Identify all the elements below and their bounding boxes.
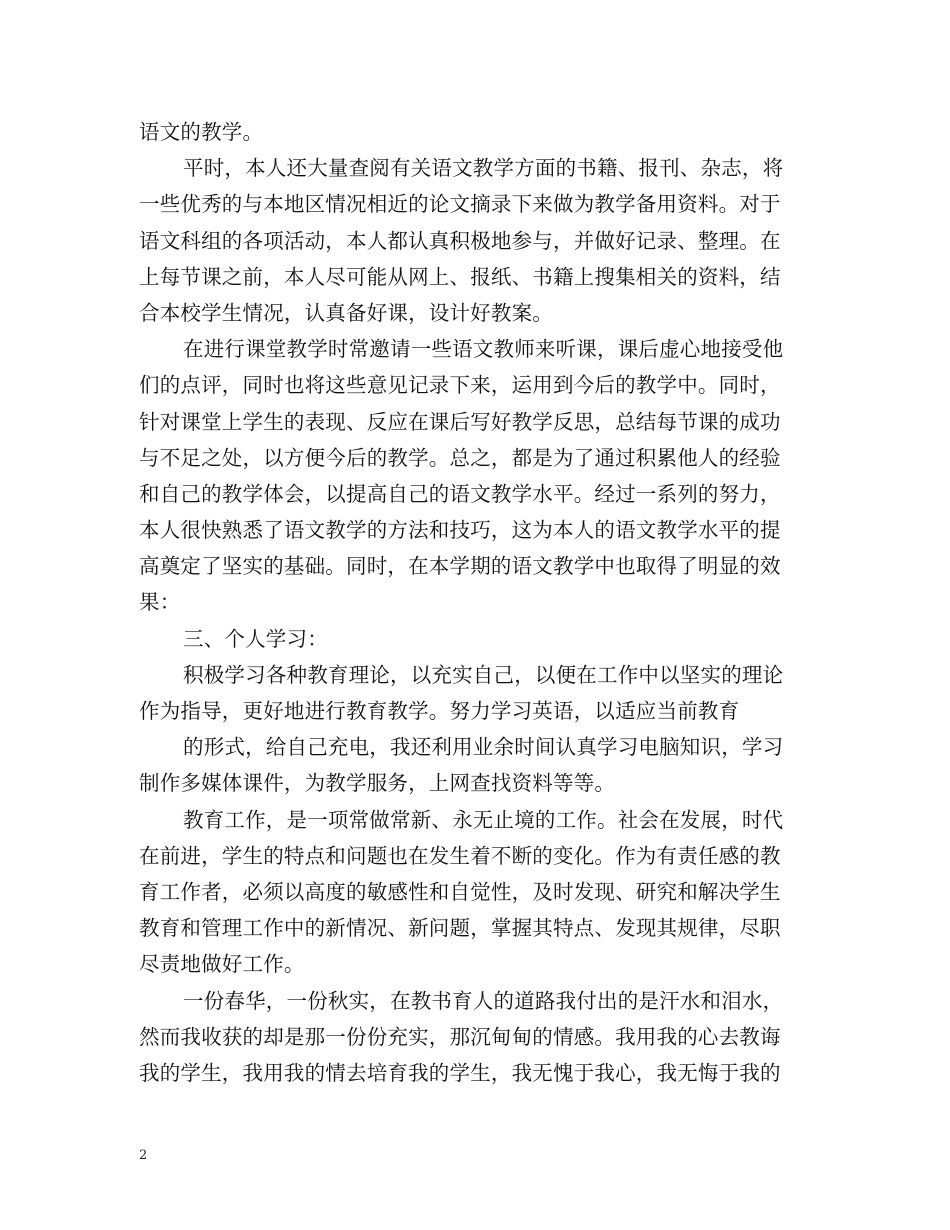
text-line: 和自己的教学体会，以提高自己的语文教学水平。经过一系列的努力， — [139, 481, 781, 506]
text-line: 们的点评，同时也将这些意见记录下来，运用到今后的教学中。同时， — [139, 373, 781, 398]
text-line: 与不足之处，以方便今后的教学。总之，都是为了通过积累他人的经验 — [139, 445, 781, 470]
text-line: 本人很快熟悉了语文教学的方法和技巧，这为本人的语文教学水平的提 — [139, 518, 781, 543]
text-line: 然而我收获的却是那一份份充实，那沉甸甸的情感。我用我的心去教诲 — [139, 1024, 781, 1049]
text-line: 尽责地做好工作。 — [139, 952, 305, 977]
text-line: 高奠定了坚实的基础。同时，在本学期的语文教学中也取得了明显的效 — [139, 554, 781, 579]
text-line: 上每节课之前，本人尽可能从网上、报纸、书籍上搜集相关的资料，结 — [139, 264, 781, 289]
text-line: 针对课堂上学生的表现、反应在课后写好教学反思，总结每节课的成功 — [139, 409, 781, 434]
text-line: 在进行课堂教学时常邀请一些语文教师来听课，课后虚心地接受他 — [183, 337, 784, 362]
text-line: 三、个人学习： — [183, 626, 328, 651]
text-line: 在前进，学生的特点和问题也在发生着不断的变化。作为有责任感的教 — [139, 843, 781, 868]
text-line: 育工作者，必须以高度的敏感性和自觉性，及时发现、研究和解决学生 — [139, 879, 781, 904]
text-line: 我的学生，我用我的情去培育我的学生，我无愧于我心，我无悔于我的 — [139, 1060, 781, 1085]
page-number: 2 — [139, 1148, 148, 1163]
text-line: 作为指导，更好地进行教育教学。努力学习英语，以适应当前教育 — [139, 699, 740, 723]
text-line: 果： — [139, 590, 181, 615]
text-line: 语文科组的各项活动，本人都认真积极地参与，并做好记录、整理。在 — [139, 228, 781, 253]
text-line: 一些优秀的与本地区情况相近的论文摘录下来做为教学备用资料。对于 — [139, 192, 781, 217]
text-line: 教育工作，是一项常做常新、永无止境的工作。社会在发展，时代 — [183, 807, 784, 832]
text-line: 积极学习各种教育理论，以充实自己，以便在工作中以坚实的理论 — [183, 662, 784, 687]
text-line: 平时，本人还大量查阅有关语文教学方面的书籍、报刊、杂志，将 — [183, 156, 784, 181]
text-line: 制作多媒体课件，为教学服务，上网查找资料等等。 — [139, 771, 616, 796]
text-line: 教育和管理工作中的新情况、新问题，掌握其特点、发现其规律，尽职 — [139, 916, 781, 941]
text-line: 的形式，给自己充电，我还利用业余时间认真学习电脑知识，学习 — [183, 735, 784, 760]
text-line: 合本校学生情况，认真备好课，设计好教案。 — [139, 300, 553, 325]
text-line: 一份春华，一份秋实，在教书育人的道路我付出的是汗水和泪水， — [183, 988, 784, 1013]
body-text — [139, 114, 819, 1091]
text-line: 语文的教学。 — [139, 120, 264, 144]
